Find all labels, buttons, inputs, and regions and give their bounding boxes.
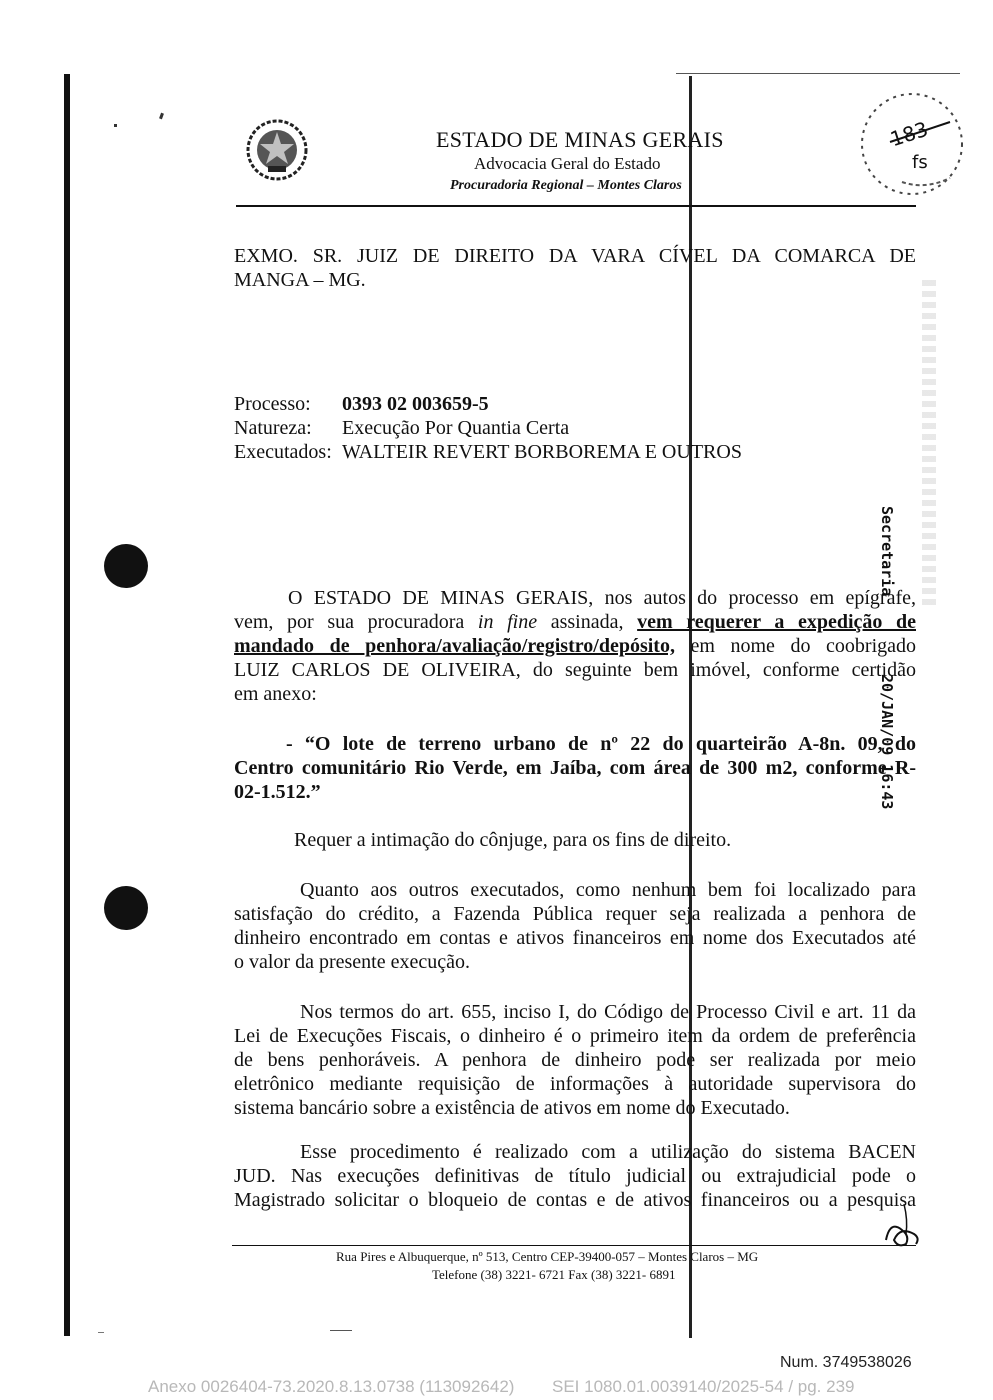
paragraph-spouse: Requer a intimação do cônjuge, para os fins de direito. [294, 829, 732, 851]
left-scan-edge [64, 74, 70, 1336]
paragraph-legal-basis: Nos termos do art. 655, inciso I, do Código de Processo Civil e art. 11 da Lei de Execuções Fiscais, o dinheiro é o primeiro item da ordem de preferência de bens penhoráveis. A penhora de dinheiro pode ser realizada por meio eletrônico mediante requisição de informações à autoridade supervisora do sistema bancário sobre a existência de ativos em nome do Executado. [234, 1001, 916, 1119]
footer-address: Rua Pires e Albuquerque, nº 513, Centro CEP-39400-057 – Montes Claros – MG [336, 1249, 759, 1264]
natureza-value: Execução Por Quantia Certa [342, 417, 570, 439]
side-stamp-b: 20/JAN/09 16:43 [878, 674, 896, 810]
executados-value: WALTEIR REVERT BORBOREMA E OUTROS [342, 441, 742, 463]
processo-value: 0393 02 003659-5 [342, 393, 489, 415]
initials-signature [880, 1200, 924, 1250]
annex-reference: Anexo 0026404-73.2020.8.13.0738 (113092642) [148, 1377, 515, 1396]
property-description: - “O lote de terreno urbano de nº 22 do quarteirão A-8n. 09, do Centro comunitário Rio Verde, em Jaíba, com área de 300 m2, conforme R- 02-1.512.” [234, 733, 916, 803]
stamp-sub: fs [912, 152, 928, 173]
stamp-number: 183 [887, 116, 931, 152]
processo-label: Processo: [234, 393, 311, 415]
scan-mark [330, 1330, 352, 1331]
court-stamp [850, 82, 968, 202]
side-stamp-a: Secretaria [878, 506, 896, 597]
addressee: EXMO. SR. JUIZ DE DIREITO DA VARA CÍVEL DA COMARCA DE MANGA – MG. [234, 245, 916, 291]
scan-mark [98, 1332, 104, 1333]
header-rule [236, 205, 916, 207]
paragraph-request: O ESTADO DE MINAS GERAIS, nos autos do processo em epígrafe, vem, por sua procuradora in fine assinada, vem requerer a expedição de mandado de penhora/avaliação/registro/depósito, em nome do coobrigado LUIZ CARLOS DE OLIVEIRA, do seguinte bem imóvel, conforme certidão em anexo: [234, 587, 916, 705]
header-agency: Advocacia Geral do Estado [474, 154, 661, 173]
punch-hole [104, 544, 148, 588]
scan-speck [114, 124, 117, 127]
header-state: ESTADO DE MINAS GERAIS [436, 127, 724, 152]
scan-speck [159, 113, 164, 120]
executados-label: Executados: [234, 441, 332, 463]
faint-scan-text [922, 280, 936, 610]
paragraph-other-executed: Quanto aos outros executados, como nenhum bem foi localizado para satisfação do crédito, a Fazenda Pública requer seja realizada a penhora de dinheiro encontrado em contas e ativos financeiros em nome dos Executados até o valor da presente execução. [234, 879, 916, 973]
sei-reference: SEI 1080.01.0039140/2025-54 / pg. 239 [552, 1377, 855, 1396]
footer-rule [232, 1245, 916, 1246]
document-number: Num. 3749538026 [780, 1354, 912, 1371]
coat-of-arms-icon [244, 118, 310, 182]
top-scan-line [676, 73, 960, 74]
footer-phone: Telefone (38) 3221- 6721 Fax (38) 3221- 6891 [432, 1267, 676, 1282]
paragraph-bacen-jud: Esse procedimento é realizado com a utilização do sistema BACEN JUD. Nas execuções definitivas de título judicial ou extrajudicial pode o Magistrado solicitar o bloqueio de contas e de ativos financeiros ou a pesquisa [234, 1141, 916, 1211]
punch-hole [104, 886, 148, 930]
header-office: Procuradoria Regional – Montes Claros [450, 178, 682, 193]
natureza-label: Natureza: [234, 417, 312, 439]
